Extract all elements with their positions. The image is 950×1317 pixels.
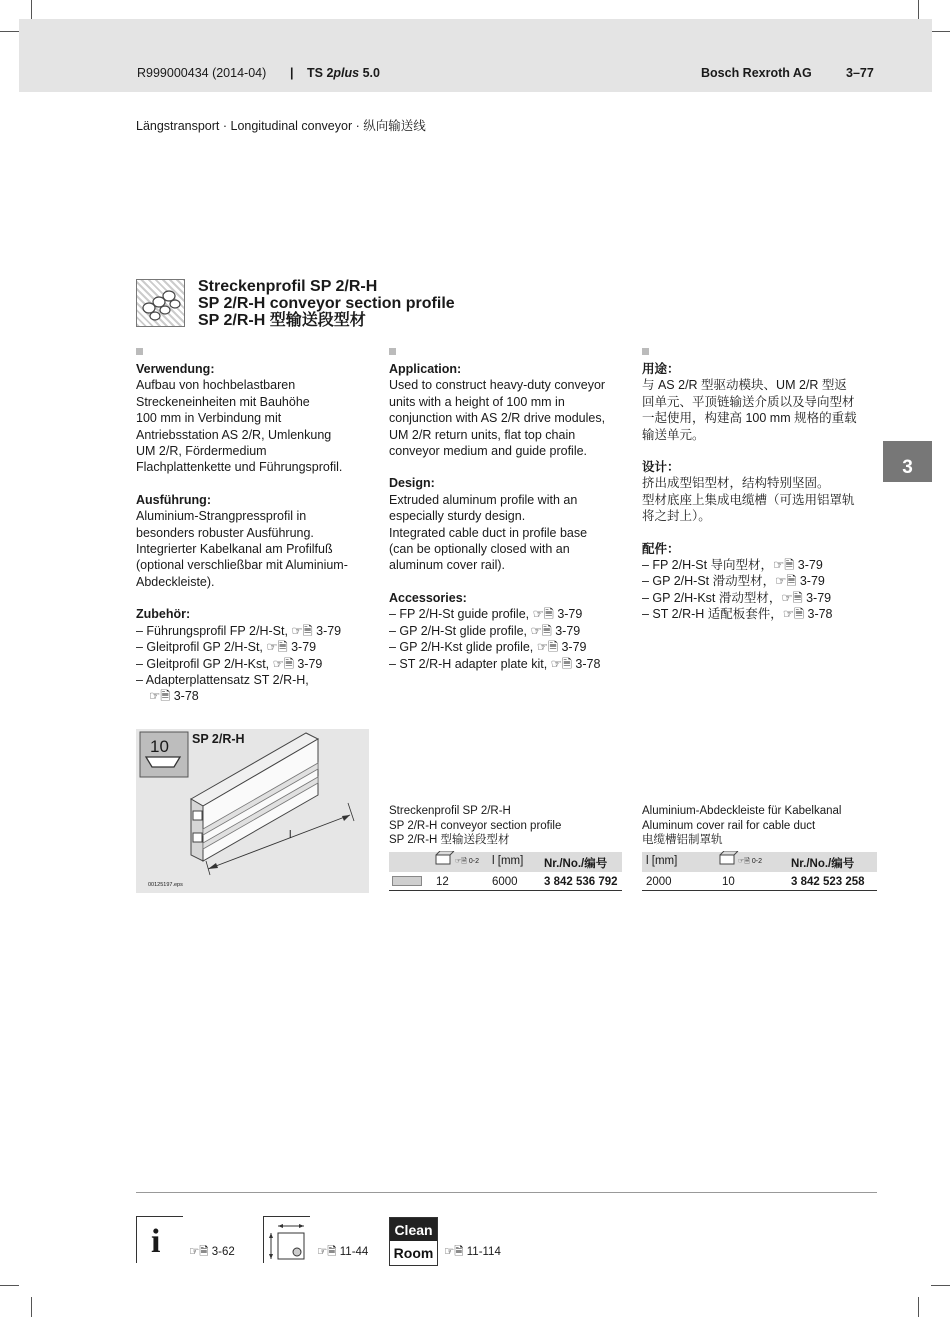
accessory-list bbox=[642, 557, 878, 623]
dimension-box bbox=[263, 1216, 310, 1263]
heading-yongtu: 用途： bbox=[642, 362, 680, 376]
text-design: Extruded aluminum profile with an especially sturdy design. Integrated cable duct in profile base (can be optionally closed with an aluminum cover rail). bbox=[389, 492, 588, 573]
list-item[interactable]: – Führungsprofil FP 2/H-St, ☞🗎 3-79 bbox=[136, 623, 342, 638]
info-box bbox=[136, 1216, 183, 1263]
list-item[interactable]: ☞🗎 3-78 bbox=[149, 689, 199, 704]
profile-swatch bbox=[392, 876, 422, 886]
image-label: SP 2/R-H bbox=[192, 732, 245, 746]
dimension-label: l bbox=[289, 829, 292, 841]
doc-id: R999000434 (2014-04) bbox=[137, 66, 267, 80]
crop-mark bbox=[918, 1297, 919, 1317]
table-row: 12 6000 3 842 536 792 bbox=[389, 873, 622, 891]
header-band bbox=[19, 19, 932, 92]
list-item[interactable]: – GP 2/H-Kst glide profile, ☞🗎 3-79 bbox=[389, 640, 587, 655]
table1-header: ☞🗎 0-2 l [mm] Nr./No./编号 bbox=[389, 852, 622, 872]
accessory-list bbox=[136, 623, 372, 705]
crop-mark bbox=[31, 0, 32, 19]
list-item[interactable]: – GP 2/H-St 滑动型材，☞🗎 3-79 bbox=[642, 574, 825, 589]
info-icon[interactable]: i bbox=[151, 1223, 161, 1260]
column-header-nr: Nr./No./编号 bbox=[544, 858, 608, 870]
text-sheji: 挤出成型铝型材，结构特别坚固。 型材底座上集成电缆槽（可选用铝罩轨 将之封上）。 bbox=[642, 476, 855, 524]
text-yongtu: 与 AS 2/R 型驱动模块、UM 2/R 型返 回单元、平顶链输送介质以及导向型材 一起使用，构建高 100 mm 规格的重载 输送单元。 bbox=[642, 378, 857, 442]
company-name: Bosch Rexroth AG bbox=[701, 66, 812, 80]
list-item[interactable]: – Gleitprofil GP 2/H-St, ☞🗎 3-79 bbox=[136, 640, 317, 655]
table1-caption: Streckenprofil SP 2/R-H SP 2/R-H conveyor section profile SP 2/R-H 型输送段型材 bbox=[389, 805, 562, 847]
crop-mark bbox=[931, 1285, 950, 1286]
order-number[interactable]: 3 842 523 258 bbox=[791, 876, 865, 888]
crop-mark bbox=[0, 31, 19, 32]
list-item[interactable]: – FP 2/H-St 导向型材，☞🗎 3-79 bbox=[642, 558, 823, 573]
column-header-l: l [mm] bbox=[492, 855, 524, 867]
cleanroom-room: Room bbox=[393, 1245, 434, 1261]
title-en: SP 2/R-H conveyor section profile bbox=[198, 295, 455, 312]
image-filename: 00125197.eps bbox=[148, 882, 183, 888]
column-chinese bbox=[642, 348, 878, 623]
header-separator: | bbox=[290, 66, 294, 80]
dimension-icon[interactable] bbox=[264, 1217, 310, 1263]
list-item[interactable]: – Gleitprofil GP 2/H-Kst, ☞🗎 3-79 bbox=[136, 656, 323, 671]
chain-icon bbox=[136, 279, 185, 327]
column-english bbox=[389, 348, 625, 672]
list-item[interactable]: – ST 2/R-H adapter plate kit, ☞🗎 3-78 bbox=[389, 656, 601, 671]
heading-peijian: 配件： bbox=[642, 541, 680, 556]
order-number[interactable]: 3 842 536 792 bbox=[544, 876, 618, 888]
list-item[interactable]: – ST 2/R-H 适配板套件，☞🗎 3-78 bbox=[642, 607, 833, 622]
crop-mark bbox=[918, 0, 919, 19]
package-icon bbox=[718, 851, 740, 868]
text-application: Used to construct heavy-duty conveyor units with a height of 100 mm in conjunction with AS 2/R drive modules, UM 2/R return units, flat top chain conveyor medium and guide profile. bbox=[389, 378, 606, 459]
list-item[interactable]: – GP 2/H-Kst 滑动型材，☞🗎 3-79 bbox=[642, 590, 832, 605]
bullet-square bbox=[136, 348, 143, 355]
heading-zubehoer: Zubehör: bbox=[136, 607, 191, 622]
title-de: Streckenprofil SP 2/R-H bbox=[198, 278, 378, 295]
heading-ausfuehrung: Ausführung: bbox=[136, 492, 211, 507]
heading-verwendung: Verwendung: bbox=[136, 362, 215, 376]
footer-ref-info[interactable]: ☞🗎 3-62 bbox=[189, 1246, 235, 1258]
table2-caption: Aluminium-Abdeckleiste für Kabelkanal Aluminum cover rail for cable duct 电缆槽铝制罩轨 bbox=[642, 805, 842, 847]
chapter-tab[interactable]: 3 bbox=[883, 441, 932, 482]
table2-header: l [mm] ☞🗎 0-2 Nr./No./编号 bbox=[642, 852, 877, 872]
heading-design: Design: bbox=[389, 476, 435, 491]
list-item[interactable]: – GP 2/H-St glide profile, ☞🗎 3-79 bbox=[389, 623, 581, 638]
text-verwendung: Aufbau von hochbelastbaren Streckeneinheiten mit Bauhöhe 100 mm in Verbindung mit Antriebsstation AS 2/R, Umlenkung UM 2/R, Fördermedium Flachplattenkette und Führungsprofil. bbox=[136, 378, 343, 475]
accessory-list bbox=[389, 606, 625, 672]
heading-application: Application: bbox=[389, 362, 462, 376]
footer-ref-cleanroom[interactable]: ☞🗎 11-114 bbox=[444, 1246, 501, 1258]
package-icon bbox=[434, 851, 456, 868]
text-ausfuehrung: Aluminium-Strangpressprofil in besonders robuster Ausführung. Integrierter Kabelkanal am Profilfuß (optional verschließbar mit Aluminium- Abdeckleiste). bbox=[136, 509, 348, 589]
heading-sheji: 设计： bbox=[642, 460, 680, 475]
product-image bbox=[136, 729, 369, 893]
column-header-l: l [mm] bbox=[646, 855, 678, 867]
page-title bbox=[198, 278, 455, 329]
heading-accessories: Accessories: bbox=[389, 590, 467, 605]
table-row: 2000 10 3 842 523 258 bbox=[642, 873, 877, 891]
bullet-square bbox=[389, 348, 396, 355]
crop-mark bbox=[931, 31, 950, 32]
crop-mark bbox=[31, 1297, 32, 1317]
page-number: 3–77 bbox=[846, 66, 874, 80]
product-name: TS 2plus 5.0 bbox=[307, 66, 380, 80]
crop-mark bbox=[0, 1285, 19, 1286]
column-header-nr: Nr./No./编号 bbox=[791, 858, 855, 870]
cleanroom-clean: Clean bbox=[390, 1218, 437, 1241]
footer-ref-dimension[interactable]: ☞🗎 11-44 bbox=[317, 1246, 369, 1258]
bullet-square bbox=[642, 348, 649, 355]
footer-divider bbox=[136, 1192, 877, 1193]
section-subtitle: Längstransport · Longitudinal conveyor · 纵向输送线 bbox=[136, 119, 426, 133]
list-item[interactable]: – Adapterplattensatz ST 2/R-H, bbox=[136, 672, 309, 687]
cleanroom-badge[interactable] bbox=[389, 1217, 438, 1266]
image-badge: 10 bbox=[150, 737, 169, 756]
column-german bbox=[136, 348, 372, 705]
title-zh: SP 2/R-H 型输送段型材 bbox=[198, 312, 366, 329]
list-item[interactable]: – FP 2/H-St guide profile, ☞🗎 3-79 bbox=[389, 607, 583, 622]
